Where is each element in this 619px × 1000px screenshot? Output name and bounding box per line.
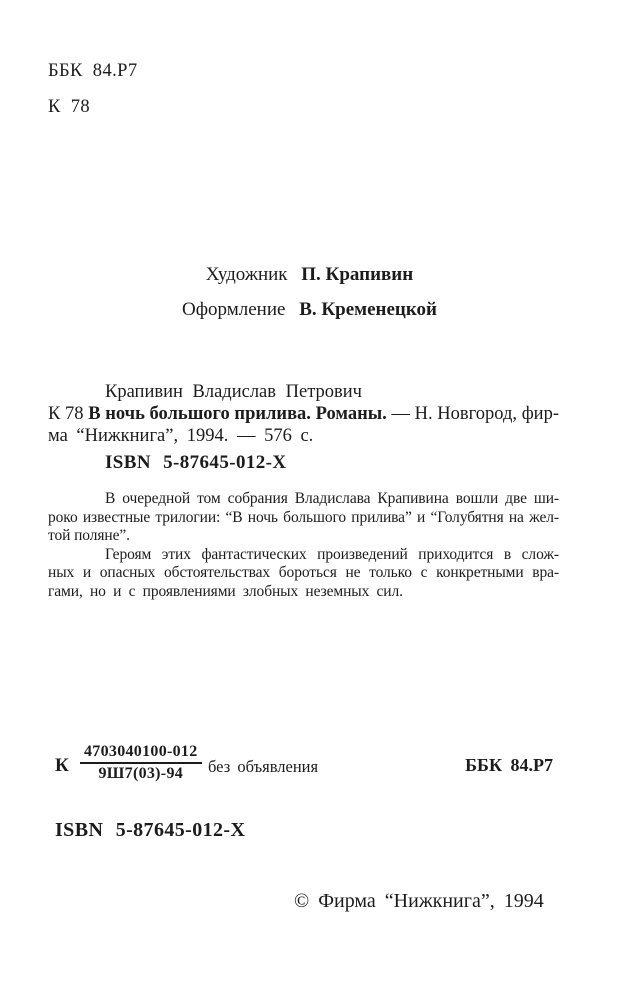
designer-credit-label: Оформление xyxy=(182,299,286,320)
card-author-sign: К 78 xyxy=(48,404,84,424)
author-sign-top: К 78 xyxy=(48,97,91,117)
artist-credit-name: П. Крапивин xyxy=(301,264,414,285)
annotation-block xyxy=(48,490,559,601)
copyright-notice: © Фирма “Нижкнига”, 1994 xyxy=(294,890,544,912)
annotation-line: ных и опасных обстоятельствах бороться не только с конкретными вра- xyxy=(48,564,559,581)
isbn-bottom: ISBN 5-87645-012-X xyxy=(55,819,246,841)
bbk-classification-top: ББК 84.Р7 xyxy=(48,61,138,81)
catalog-number-fraction xyxy=(80,743,202,783)
designer-credit-line xyxy=(0,299,619,321)
annotation-line: Героям этих фантастических произведений приходится в слож- xyxy=(105,545,559,563)
catalog-k-letter: К xyxy=(55,755,69,776)
no-announcement-note: без объявления xyxy=(208,757,319,776)
designer-credit-name: В. Кременецкой xyxy=(299,299,437,320)
artist-credit-line xyxy=(0,264,619,286)
card-title-imprint-line xyxy=(48,403,559,425)
bbk-classification-bottom: ББК 84.Р7 xyxy=(465,755,553,775)
card-author-line: Крапивин Владислав Петрович xyxy=(105,382,362,402)
card-book-title: В ночь большого прилива. Романы. xyxy=(88,404,387,424)
annotation-line: гами, но и с проявлениями злобных неземных сил. xyxy=(48,582,403,600)
annotation-line: той поляне”. xyxy=(48,527,130,544)
artist-credit-label: Художник xyxy=(205,264,288,285)
catalog-number-denominator: 9Ш7(03)-94 xyxy=(98,765,184,782)
isbn-top: ISBN 5-87645-012-X xyxy=(105,452,287,473)
catalog-number-numerator: 4703040100-012 xyxy=(80,743,202,764)
catalog-card-description xyxy=(48,381,559,447)
annotation-line: В очередной том собрания Владислава Крапивина вошли две ши- xyxy=(105,490,559,507)
card-imprint-start: — Н. Новгород, фир- xyxy=(391,404,559,424)
card-imprint-continuation: ма “Нижкнига”, 1994. — 576 с. xyxy=(48,426,314,446)
annotation-line: роко известные трилогии: “В ночь большого прилива” и “Голубятня на жел- xyxy=(48,508,559,526)
